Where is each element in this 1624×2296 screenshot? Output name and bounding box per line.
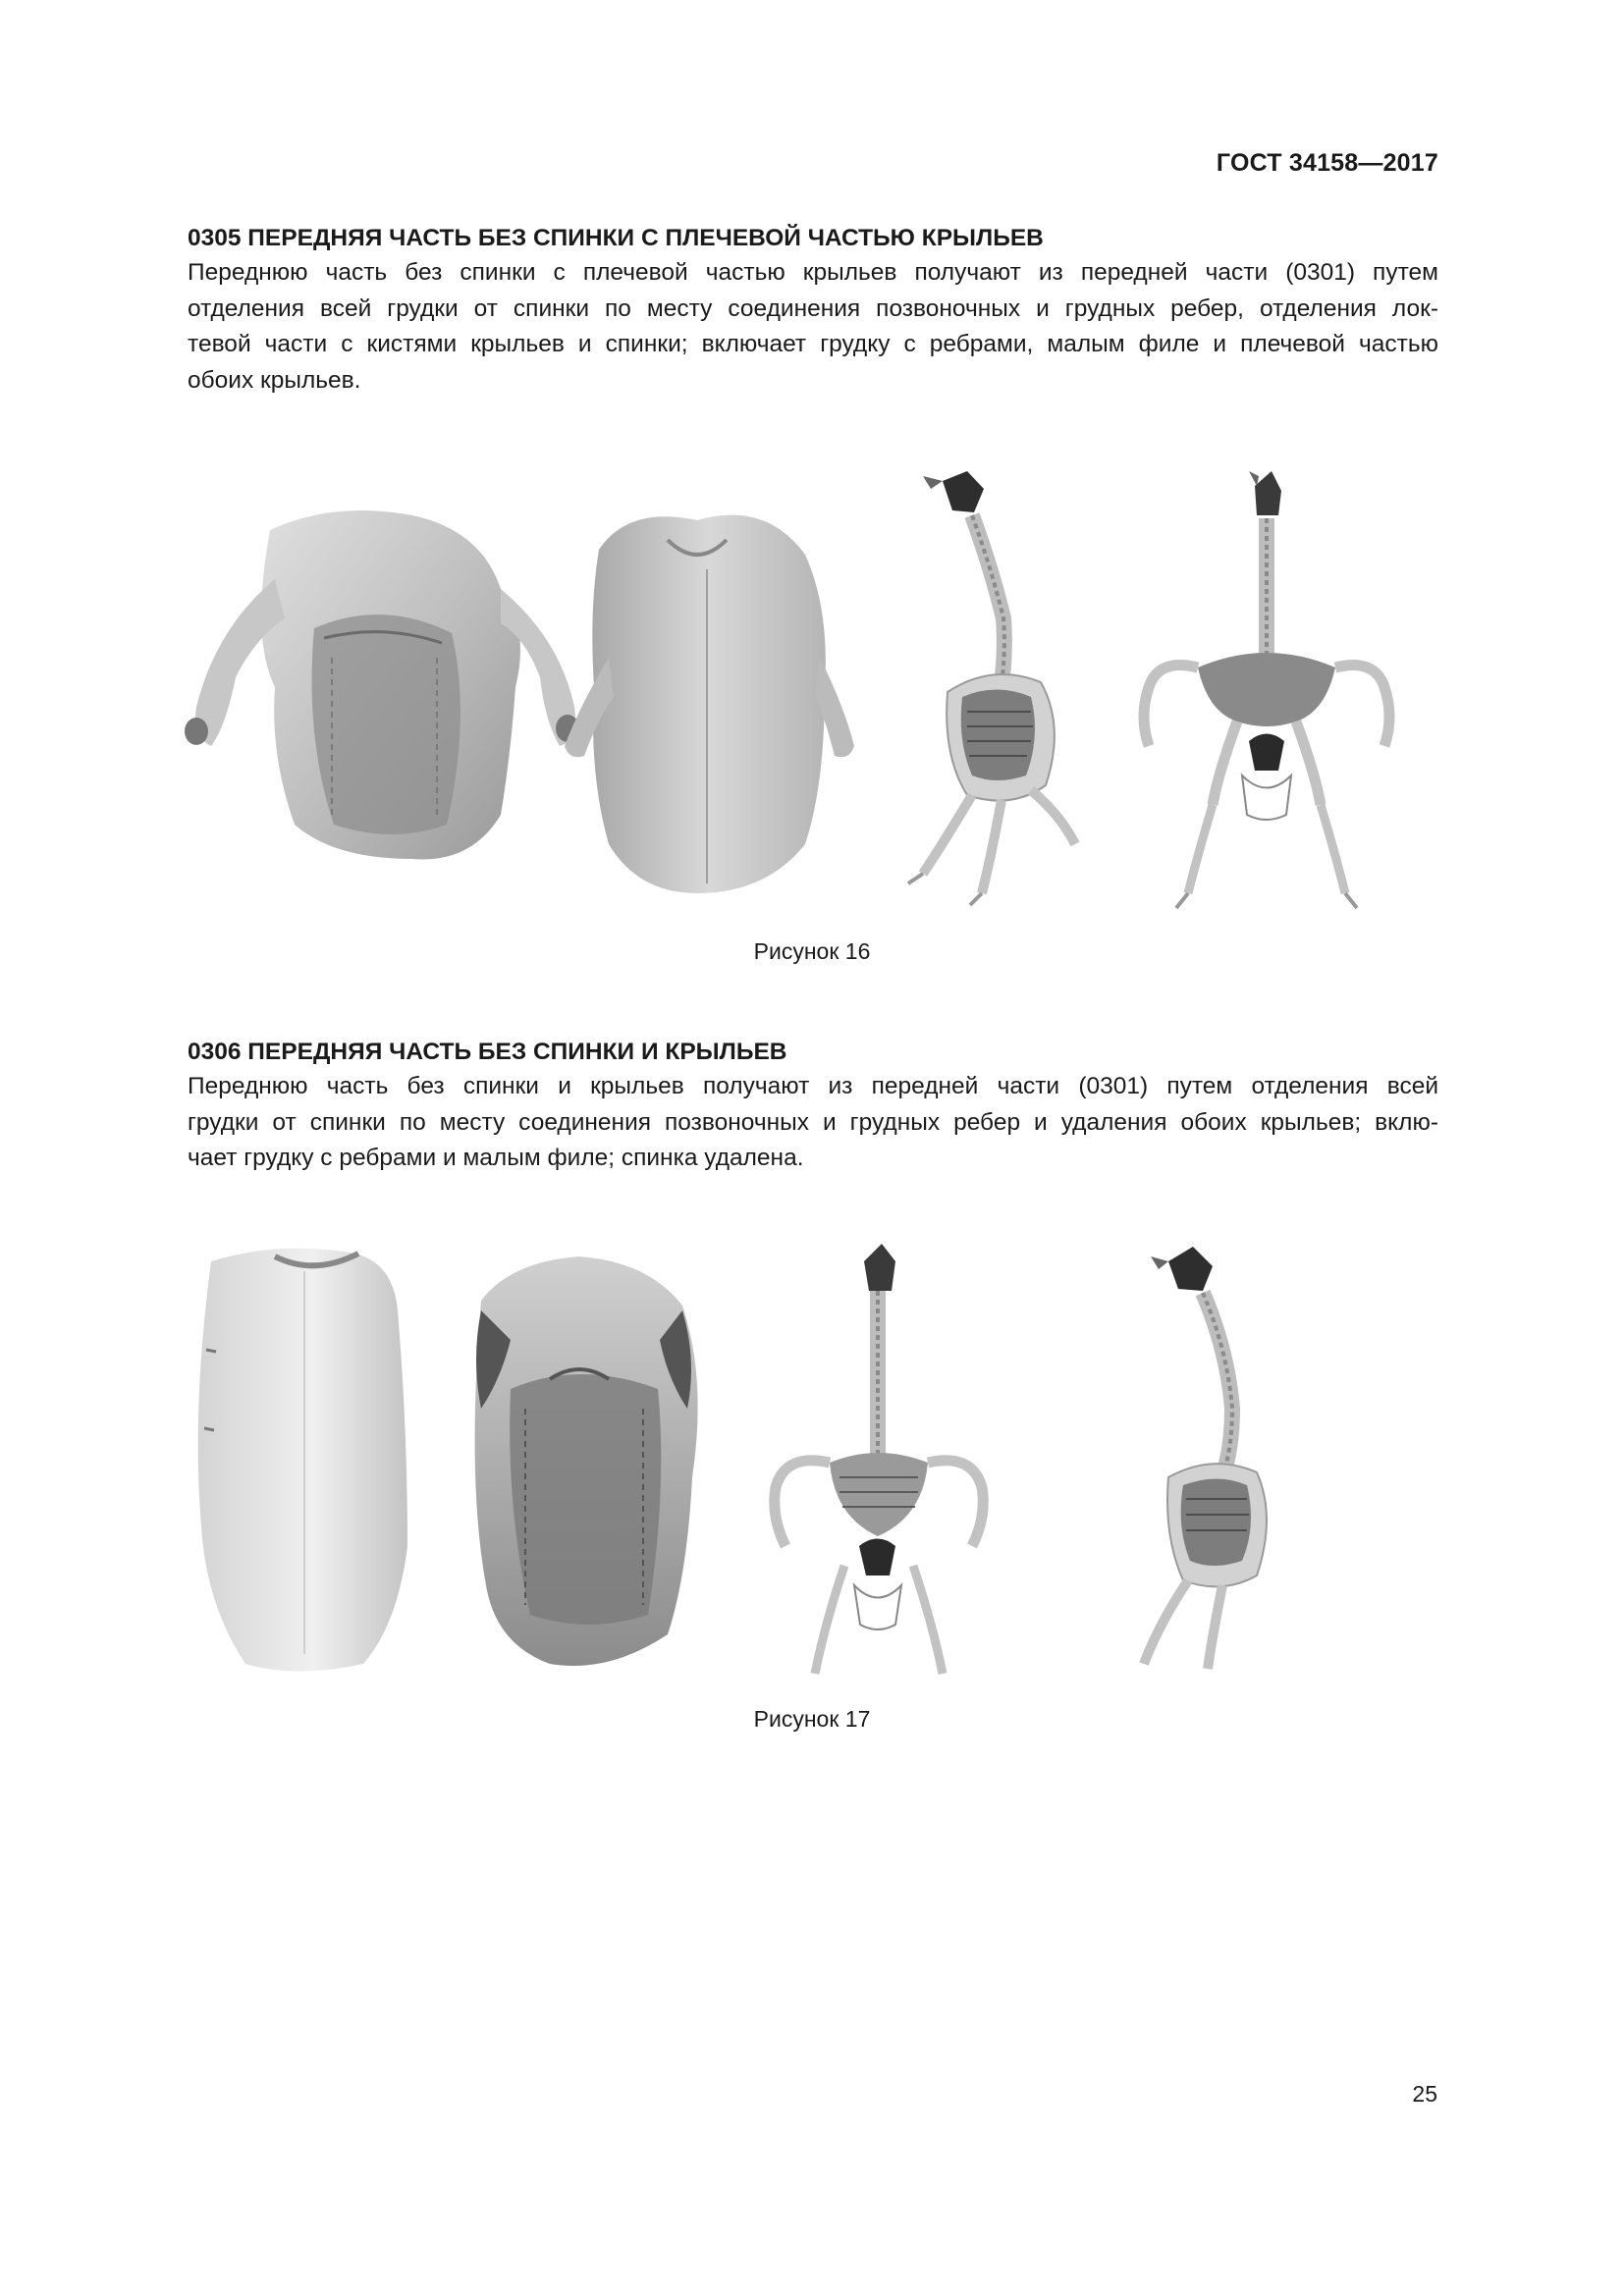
section-0305	[115, 222, 1438, 399]
paragraph-line: обоих крыльев.	[188, 366, 361, 394]
section-0306	[115, 1036, 1438, 1177]
figure-caption: Рисунок 17	[753, 1706, 871, 1732]
bird-skeleton-side-diagram	[908, 471, 1075, 905]
bird-skeleton-front-diagram	[1144, 471, 1389, 908]
paragraph-line: Переднюю часть без спинки и крыльев получают из передней части (0301) путем отделения всей	[188, 1073, 1438, 1099]
section-title: 0306 ПЕРЕДНЯЯ ЧАСТЬ БЕЗ СПИНКИ И КРЫЛЬЕВ	[188, 1039, 787, 1065]
bird-skeleton-side-diagram	[1144, 1247, 1267, 1669]
page-number: 25	[1412, 2081, 1437, 2107]
figure-16	[177, 461, 1414, 923]
breast-skin-photo	[198, 1249, 407, 1672]
standard-code: ГОСТ 34158—2017	[1216, 149, 1438, 177]
paragraph-line: отделения всей грудки от спинки по месту соединения позвоночных и грудных ребер, отделения лок-	[188, 294, 1438, 322]
breast-skin-photo	[565, 515, 854, 893]
paragraph-line: Переднюю часть без спинки с плечевой частью крыльев получают из передней части (0301) путем	[188, 259, 1438, 286]
figure-17	[187, 1232, 1414, 1693]
section-paragraph	[115, 1069, 1438, 1177]
breast-inner-photo	[185, 510, 579, 859]
breast-inner-photo	[475, 1256, 698, 1666]
paragraph-line: тевой части с кистями крыльев и спинки; включает грудку с ребрами, малым филе и плечевой частью	[188, 331, 1438, 357]
bird-skeleton-front-diagram	[775, 1244, 984, 1674]
paragraph-line: грудки от спинки по месту соединения позвоночных и грудных ребер и удаления обоих крыльев; вклю-	[188, 1108, 1438, 1136]
figure-caption: Рисунок 16	[753, 938, 871, 964]
paragraph-line: чает грудку с ребрами и малым филе; спинка удалена.	[188, 1145, 804, 1171]
section-title: 0305 ПЕРЕДНЯЯ ЧАСТЬ БЕЗ СПИНКИ С ПЛЕЧЕВОЙ ЧАСТЬЮ КРЫЛЬЕВ	[188, 225, 1044, 251]
section-paragraph	[115, 255, 1438, 399]
